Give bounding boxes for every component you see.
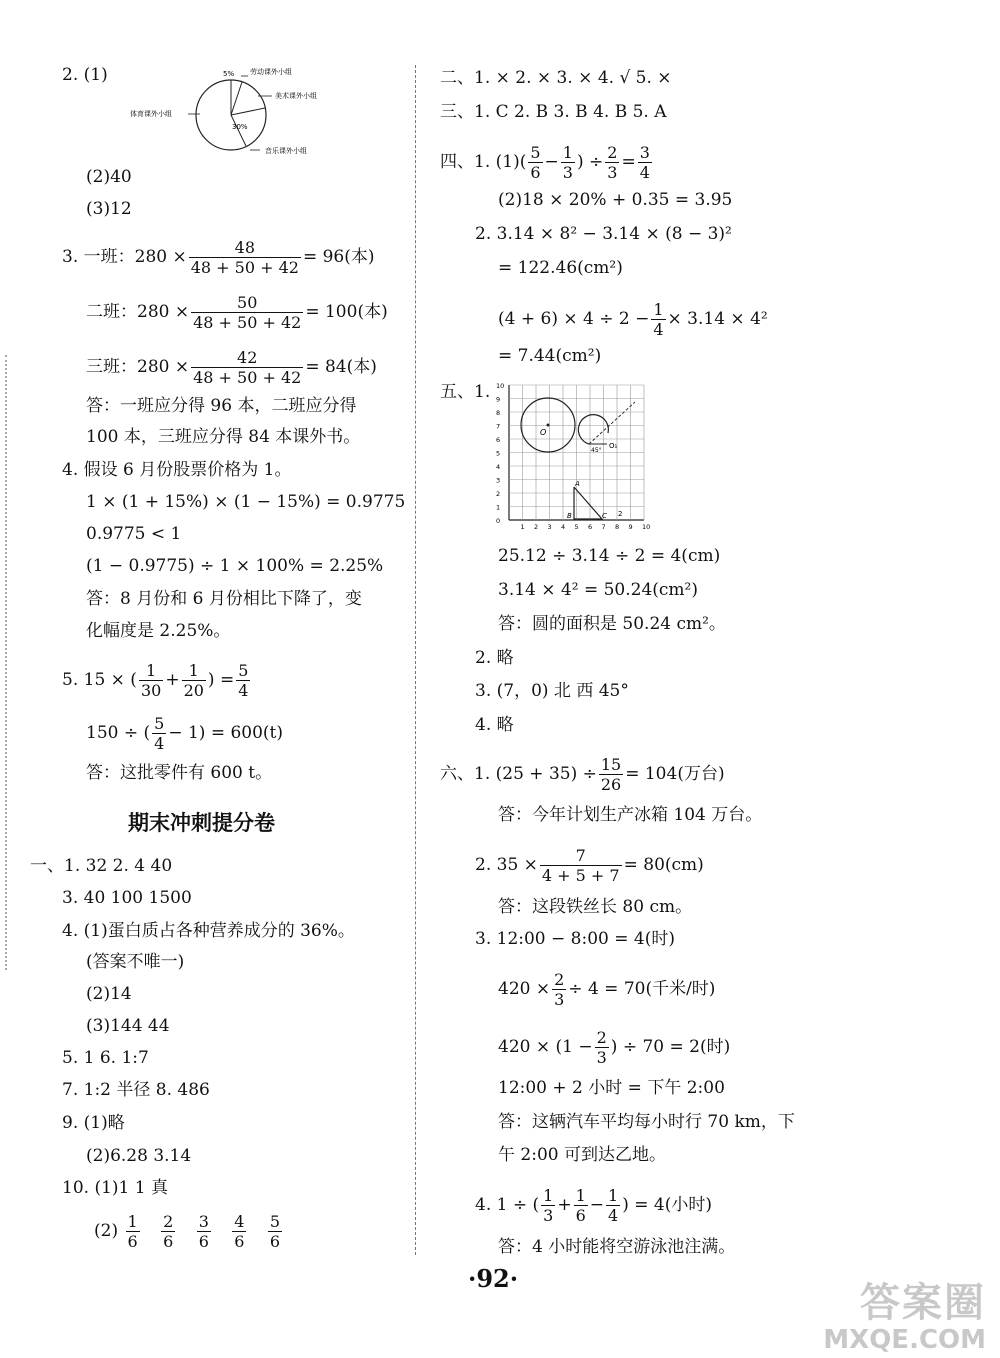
r-line3: 四、1. (1)( $\frac{5}{6}$ − $\frac{1}{3}$ ) ÷ $\frac{2}{3}$ = $\frac{3}{4}$ xyxy=(440,143,650,182)
x-tick-label: 7 xyxy=(601,523,606,531)
y-tick-label: 9 xyxy=(496,395,501,404)
q4-answer-2: 化幅度是 2.25%。 xyxy=(86,621,231,641)
label-o: O xyxy=(540,428,547,437)
r-line2: 三、1. C 2. B 3. B 4. B 5. A xyxy=(440,102,667,122)
s1-line10: (2)6.28 3.14 xyxy=(86,1146,192,1166)
y-tick-label: 5 xyxy=(496,449,501,458)
binding-margin-dots xyxy=(5,355,7,970)
s1-line1: 一、1. 32 2. 4 40 xyxy=(30,856,173,876)
watermark xyxy=(823,1280,986,1354)
q3-line1: 3. 一班：280 × $\frac{48}{48 + 50 + 42}$ = 96(本) xyxy=(62,238,375,277)
label-c: C xyxy=(602,512,607,520)
center-o xyxy=(547,424,550,427)
r-line24: 答：这辆汽车平均每小时行 70 km，下 xyxy=(498,1112,795,1132)
r-line8: = 7.44(cm²) xyxy=(498,346,602,366)
r-line27: 答：4 小时能将空游泳池注满。 xyxy=(498,1237,736,1257)
pie-label-labor: 劳动课外小组 xyxy=(250,68,292,76)
x-tick-label: 5 xyxy=(574,523,579,531)
q3-fraction-3: $\frac{42}{48 + 50 + 42}$ xyxy=(193,348,302,387)
y-tick-label: 6 xyxy=(496,436,501,444)
q3-answer-1: 答：一班应分得 96 本，二班应分得 xyxy=(86,396,357,416)
q5-line1: 5. 15 × ( $\frac{1}{30}$ + $\frac{1}{20}$ ) = $\frac{5}{4}$ xyxy=(62,661,249,700)
triangle-abc xyxy=(574,487,602,519)
s1-line4: (答案不唯一) xyxy=(86,952,185,972)
q4-line4: (1 − 0.9775) ÷ 1 × 100% = 2.25% xyxy=(86,556,384,576)
r-line12: 答：圆的面积是 50.24 cm²。 xyxy=(498,614,726,634)
q4-answer-1: 答：8 月份和 6 月份相比下降了，变 xyxy=(86,589,362,609)
y-tick-label: 8 xyxy=(496,409,501,417)
watermark-text: 答案圈 xyxy=(860,1280,986,1326)
label-o1: O₁ xyxy=(609,442,618,450)
r-line25: 午 2:00 可到达乙地。 xyxy=(498,1145,666,1165)
coordinate-grid xyxy=(495,380,655,538)
q3-fraction-2: $\frac{50}{48 + 50 + 42}$ xyxy=(193,293,302,332)
pie-percent-30: 30% xyxy=(232,123,248,131)
label-a: A xyxy=(575,480,580,488)
page-number: ·92· xyxy=(468,1264,519,1293)
r-line6: = 122.46(cm²) xyxy=(498,258,623,278)
q3-line2: 二班：280 × $\frac{50}{48 + 50 + 42}$ = 100(本) xyxy=(86,293,388,332)
r-section5-label: 五、1. xyxy=(440,382,491,402)
x-tick-label: 8 xyxy=(615,523,620,531)
s1-line2: 3. 40 100 1500 xyxy=(62,888,192,908)
y-tick-label: 7 xyxy=(496,422,501,431)
r-line21: 420 × $\frac{2}{3}$ ÷ 4 = 70(千米/时) xyxy=(498,970,716,1009)
y-tick-label: 10 xyxy=(496,382,505,390)
y-tick-label: 3 xyxy=(496,476,501,485)
q3-fraction-1: $\frac{48}{48 + 50 + 42}$ xyxy=(190,238,299,277)
r-line23: 12:00 + 2 小时 = 下午 2:00 xyxy=(498,1078,725,1098)
s1-line5: (2)14 xyxy=(86,984,132,1004)
x-tick-label: 10 xyxy=(642,523,651,531)
dashed-ray xyxy=(589,402,635,444)
pie-label-music: 音乐课外小组 xyxy=(265,147,307,155)
x-tick-label: 1 xyxy=(520,523,525,531)
r-line7: (4 + 6) × 4 ÷ 2 − $\frac{1}{4}$ × 3.14 × 4² xyxy=(498,300,768,339)
s1-line9: 9. (1)略 xyxy=(62,1113,125,1133)
r-line5: 2. 3.14 × 8² − 3.14 × (8 − 3)² xyxy=(475,224,732,244)
column-divider xyxy=(415,65,416,1255)
x-tick-label: 4 xyxy=(561,523,566,531)
r-line26: 4. 1 ÷ ( $\frac{1}{3}$ + $\frac{1}{6}$ − $\frac{1}{4}$ ) = 4(小时) xyxy=(475,1186,712,1225)
r-line11: 3.14 × 4² = 50.24(cm²) xyxy=(498,580,698,600)
r-line14: 3. (7，0) 北 西 45° xyxy=(475,681,629,701)
q4-line2: 1 × (1 + 15%) × (1 − 15%) = 0.9775 xyxy=(86,492,406,512)
r-line15: 4. 略 xyxy=(475,715,514,735)
q4-line1: 4. 假设 6 月份股票价格为 1。 xyxy=(62,460,292,480)
x-axis-ticks xyxy=(521,523,651,531)
q2-part3: (3)12 xyxy=(86,199,132,219)
r-line13: 2. 略 xyxy=(475,648,514,668)
r-line20: 3. 12:00 − 8:00 = 4(时) xyxy=(475,929,675,949)
y-axis-ticks xyxy=(496,382,504,525)
q3-line3: 三班：280 × $\frac{42}{48 + 50 + 42}$ = 84(本) xyxy=(86,348,377,387)
s1-line12: (2) $\frac{1}{6}$ $\frac{2}{6}$ $\frac{3}{6}$ $\frac{4}{6}$ $\frac{5}{6}$ xyxy=(94,1212,281,1251)
s1-line7: 5. 1 6. 1:7 xyxy=(62,1048,149,1068)
pie-divider-3 xyxy=(231,108,265,115)
s1-line11: 10. (1)1 1 真 xyxy=(62,1178,168,1198)
q2-label: 2. (1) xyxy=(62,65,108,85)
y-tick-label: 2 xyxy=(496,490,501,498)
y-tick-label: 4 xyxy=(496,463,501,471)
pie-divider-2 xyxy=(231,82,242,115)
s1-line6: (3)144 44 xyxy=(86,1016,170,1036)
pie-chart xyxy=(110,58,360,168)
section-title: 期末冲刺提分卷 xyxy=(128,810,275,835)
r-line4: (2)18 × 20% + 0.35 = 3.95 xyxy=(498,190,733,210)
x-tick-label: 9 xyxy=(628,523,633,531)
label-45: 45° xyxy=(591,447,602,454)
s1-line3: 4. (1)蛋白质占各种营养成分的 36%。 xyxy=(62,921,355,941)
r-line17: 答：今年计划生产冰箱 104 万台。 xyxy=(498,805,763,825)
s1-line8: 7. 1:2 半径 8. 486 xyxy=(62,1080,210,1100)
r-line1: 二、1. × 2. × 3. × 4. √ 5. × xyxy=(440,68,672,88)
y-tick-label: 1 xyxy=(496,503,501,512)
q4-line3: 0.9775 < 1 xyxy=(86,524,182,544)
x-tick-label: 2 xyxy=(534,523,539,531)
watermark-url: MXQE.COM xyxy=(823,1325,986,1355)
r-line19: 答：这段铁丝长 80 cm。 xyxy=(498,897,693,917)
q3-answer-2: 100 本，三班应分得 84 本课外书。 xyxy=(86,427,361,447)
y-tick-label: 0 xyxy=(496,517,501,525)
x-tick-label: 3 xyxy=(547,523,552,531)
pie-label-art: 美术课外小组 xyxy=(275,92,317,100)
r-line16: 六、1. (25 + 35) ÷ $\frac{15}{26}$ = 104(万台) xyxy=(440,755,725,794)
pie-label-sports: 体育课外小组 xyxy=(130,110,172,118)
r-line18: 2. 35 × $\frac{7}{4 + 5 + 7}$ = 80(cm) xyxy=(475,846,704,885)
pie-percent-5: 5% xyxy=(223,70,235,78)
r-line22: 420 × (1 − $\frac{2}{3}$ ) ÷ 70 = 2(时) xyxy=(498,1028,731,1067)
q2-part2: (2)40 xyxy=(86,167,132,187)
x-tick-label: 6 xyxy=(588,523,593,531)
q5-answer: 答：这批零件有 600 t。 xyxy=(86,763,273,783)
r-line10: 25.12 ÷ 3.14 ÷ 2 = 4(cm) xyxy=(498,546,721,566)
label-b: B xyxy=(567,512,572,520)
label-2: 2 xyxy=(618,510,623,518)
q5-line2: 150 ÷ ( $\frac{5}{4}$ − 1) = 600(t) xyxy=(86,714,284,753)
